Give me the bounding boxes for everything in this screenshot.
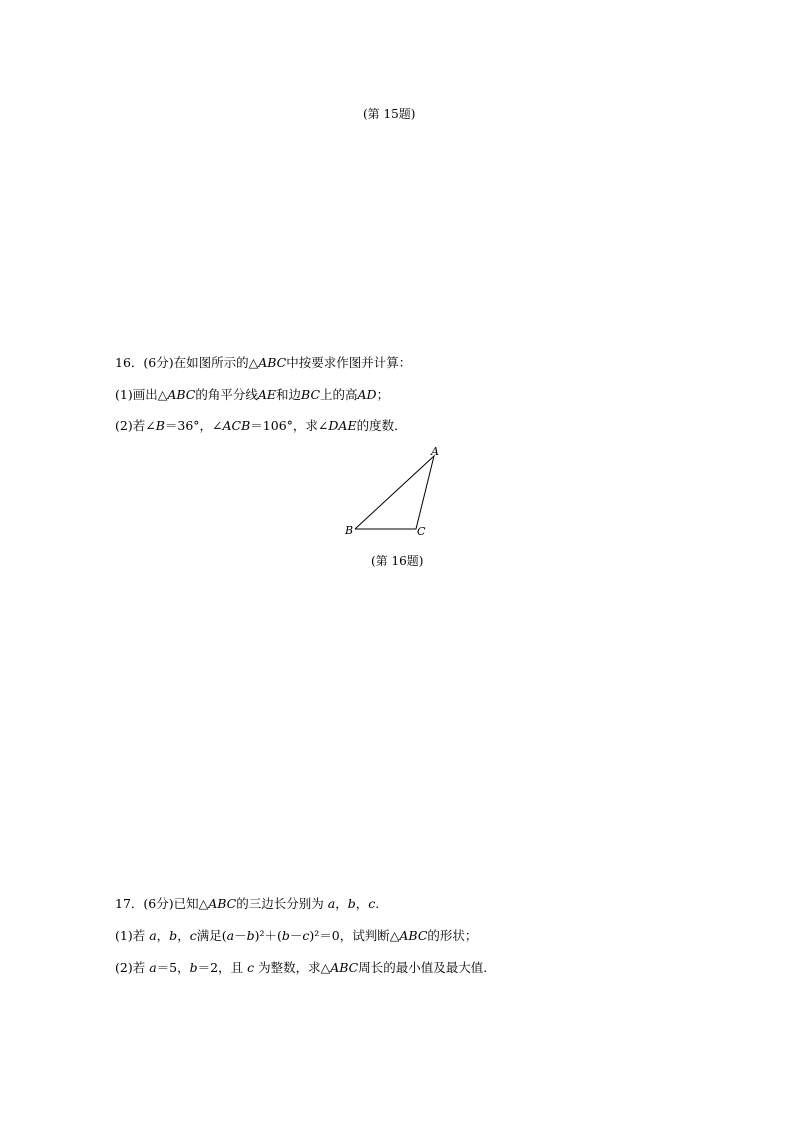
triangle-edges <box>355 456 434 529</box>
question-17-title: 17．(6分)已知△ABC的三边长分别为 a，b，c. <box>115 896 380 911</box>
triangle-abc-figure <box>340 443 450 543</box>
vertex-label-c: C <box>417 525 426 538</box>
vertex-label-a: A <box>431 445 439 458</box>
question-16-title: 16．(6分)在如图所示的△ABC中按要求作图并计算： <box>115 355 412 370</box>
figure-caption-15: (第 15题) <box>363 107 416 121</box>
figure-caption-16: (第 16题) <box>371 554 424 568</box>
vertex-label-b: B <box>345 524 354 537</box>
question-17-part-2: (2)若 a＝5，b＝2，且 c 为整数，求△ABC周长的最小值及最大值. <box>115 960 488 975</box>
question-16-part-2: (2)若∠B＝36°，∠ACB＝106°，求∠DAE的度数． <box>115 418 407 433</box>
question-16-part-1: (1)画出△ABC的角平分线AE和边BC上的高AD； <box>115 387 390 402</box>
question-17-part-1: (1)若 a，b，c满足(a－b)²＋(b－c)²＝0，试判断△ABC的形状； <box>115 928 478 943</box>
